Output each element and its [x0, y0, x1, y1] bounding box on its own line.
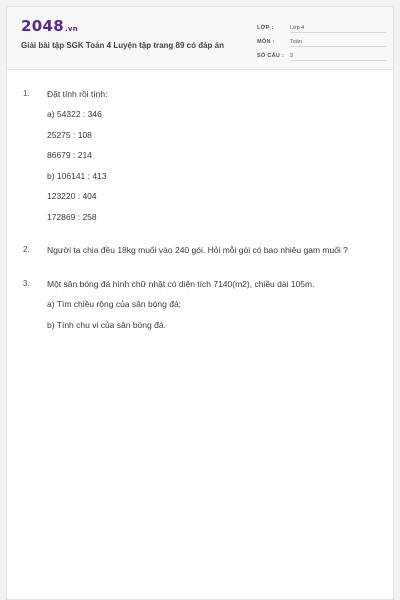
document-title: Giải bài tập SGK Toán 4 Luyện tập trang 89 có đáp án	[21, 41, 224, 50]
meta-count-label: SỐ CÂU :	[257, 53, 285, 59]
document-header	[7, 7, 393, 70]
question-3-prompt: Một sân bóng đá hình chữ nhật có diện tích 7140(m2), chiều dài 105m.	[47, 279, 315, 289]
meta-count-row	[257, 52, 387, 64]
question-1-line: b) 106141 : 413	[47, 171, 107, 181]
question-1-number: 1.	[23, 89, 30, 98]
meta-class-label: LỚP :	[257, 25, 274, 31]
logo-text: 2048	[21, 17, 64, 35]
question-3-line: a) Tìm chiều rộng của sân bóng đá;	[47, 299, 182, 309]
question-2-number: 2.	[23, 245, 30, 254]
meta-subject-row	[257, 38, 387, 50]
document-page	[6, 6, 394, 600]
question-3-line: b) Tính chu vi của sân bóng đá.	[47, 320, 166, 330]
meta-class-row	[257, 24, 387, 36]
question-1-line: 123220 : 404	[47, 191, 97, 201]
question-1-prompt: Đặt tính rồi tính:	[47, 89, 108, 99]
question-1-line: a) 54322 : 346	[47, 109, 102, 119]
meta-class-value: Lớp 4	[290, 25, 386, 33]
question-1-line: 86679 : 214	[47, 150, 92, 160]
logo-tld: .vn	[64, 25, 79, 33]
meta-subject-value: Toán	[290, 39, 386, 47]
question-1-line: 25275 : 108	[47, 130, 92, 140]
site-logo[interactable]	[21, 17, 78, 35]
question-1-line: 172869 : 258	[47, 212, 97, 222]
question-2-prompt: Người ta chia đều 18kg muối vào 240 gói. Hỏi mỗi gói có bao nhiêu gam muối ?	[47, 245, 348, 255]
meta-count-value: 3	[290, 53, 386, 61]
meta-subject-label: MÔN :	[257, 39, 275, 45]
question-3-number: 3.	[23, 279, 30, 288]
